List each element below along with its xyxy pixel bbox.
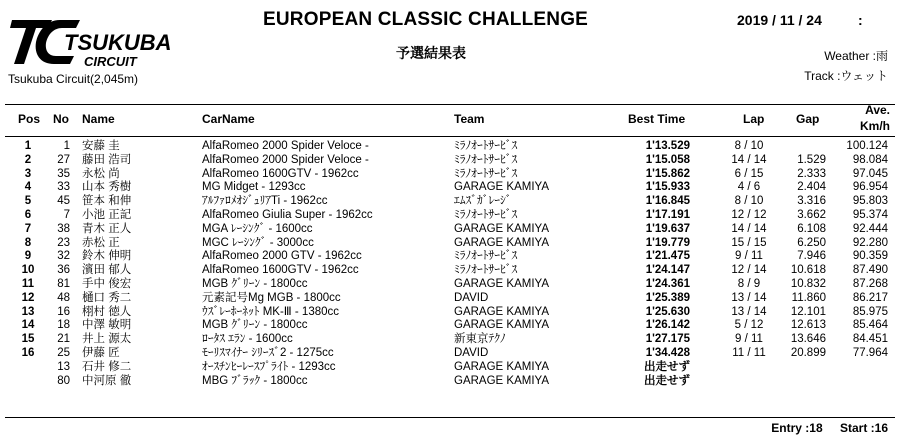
table-row: [0, 209, 900, 223]
table-row: [0, 223, 900, 237]
cell-name: 栩村 徳人: [82, 305, 132, 318]
cell-no: 27: [57, 153, 70, 166]
table-row: [0, 250, 900, 264]
cell-best-time: 1'24.361: [645, 277, 690, 290]
cell-name: 手中 俊宏: [82, 277, 132, 290]
cell-best-time: 1'26.142: [645, 319, 690, 332]
cell-gap: 1.529: [797, 153, 826, 166]
cell-gap: 2.404: [797, 181, 826, 194]
cell-name: 樋口 秀二: [82, 291, 132, 304]
cell-name: 赤松 正: [82, 236, 120, 249]
track-condition-label: Track :ウェット: [804, 69, 888, 83]
cell-car: AlfaRomeo 1600GTV - 1962cc: [202, 264, 359, 277]
page-title: EUROPEAN CLASSIC CHALLENGE: [263, 9, 589, 30]
cell-best-time: 1'19.779: [645, 236, 690, 249]
cell-team: ﾐﾗﾉｵｰﾄｻｰﾋﾞｽ: [454, 140, 518, 152]
cell-gap: 12.101: [790, 305, 826, 318]
col-header-lap: Lap: [743, 112, 765, 126]
col-header-car: CarName: [202, 112, 255, 126]
cell-car: MGC ﾚｰｼﾝｸﾞ - 3000cc: [202, 236, 314, 249]
cell-gap: 6.250: [797, 236, 826, 249]
cell-lap: 12 / 12: [731, 208, 767, 221]
cell-best-time: 1'13.529: [645, 140, 690, 152]
cell-team: GARAGE KAMIYA: [454, 305, 550, 318]
cell-ave: 95.374: [852, 208, 888, 221]
cell-pos: 10: [21, 264, 35, 277]
cell-no: 1: [63, 140, 70, 152]
results-table: [0, 140, 900, 388]
cell-ave: 92.280: [852, 236, 888, 249]
cell-gap: 2.333: [797, 167, 826, 180]
table-header-border: [5, 136, 895, 137]
table-row: [0, 347, 900, 361]
cell-best-time: 1'34.428: [645, 346, 690, 359]
cell-lap: 4 / 6: [737, 181, 761, 194]
cell-gap: 6.108: [797, 222, 826, 235]
cell-best-time: 1'25.389: [645, 291, 690, 304]
cell-name: 永松 尚: [82, 167, 120, 180]
cell-best-time: 1'16.845: [645, 195, 690, 208]
cell-team: GARAGE KAMIYA: [454, 374, 550, 387]
cell-pos: 3: [24, 167, 32, 180]
table-row: [0, 361, 900, 375]
cell-car: AlfaRomeo 2000 GTV - 1962cc: [202, 250, 362, 263]
cell-lap: 9 / 11: [735, 333, 763, 346]
table-row: [0, 375, 900, 389]
cell-team: GARAGE KAMIYA: [454, 181, 550, 194]
cell-best-time: 1'24.147: [645, 264, 690, 277]
cell-team: ﾐﾗﾉｵｰﾄｻｰﾋﾞｽ: [454, 208, 518, 221]
table-row: [0, 154, 900, 168]
cell-team: GARAGE KAMIYA: [454, 277, 550, 290]
cell-team: ﾐﾗﾉｵｰﾄｻｰﾋﾞｽ: [454, 153, 518, 166]
cell-best-time: 1'15.058: [645, 153, 690, 166]
cell-best-time: 1'25.630: [645, 305, 690, 318]
col-header-best-time: Best Time: [628, 112, 686, 126]
cell-lap: 14 / 14: [731, 153, 767, 166]
cell-name: 山本 秀樹: [82, 181, 132, 194]
circuit-name: Tsukuba Circuit(2,045m): [8, 72, 139, 86]
cell-gap: 12.613: [790, 319, 826, 332]
cell-lap: 11 / 11: [732, 346, 766, 359]
cell-pos: 4: [24, 181, 32, 194]
cell-best-time: 出走せず: [644, 374, 690, 387]
cell-car: AlfaRomeo 2000 Spider Veloce -: [202, 153, 369, 166]
cell-ave: 100.124: [846, 140, 888, 152]
cell-best-time: 出走せず: [644, 360, 690, 373]
cell-car: ｳｽﾞﾚｰﾎｰﾈｯﾄ MK-Ⅲ - 1380cc: [202, 305, 340, 318]
cell-ave: 92.444: [852, 222, 888, 235]
cell-ave: 90.359: [852, 250, 888, 263]
cell-no: 80: [57, 374, 70, 387]
cell-pos: 7: [24, 222, 32, 235]
table-row: [0, 264, 900, 278]
cell-ave: 97.045: [852, 167, 888, 180]
cell-name: 笹本 和伸: [82, 195, 132, 208]
cell-no: 36: [57, 264, 70, 277]
cell-ave: 87.490: [852, 264, 888, 277]
table-row: [0, 333, 900, 347]
cell-name: 伊藤 匠: [82, 346, 120, 359]
table-row: [0, 140, 900, 154]
tc-logo-icon: [8, 14, 208, 70]
cell-team: GARAGE KAMIYA: [454, 319, 550, 332]
tsukuba-circuit-logo: [8, 14, 208, 70]
cell-no: 13: [57, 360, 70, 373]
cell-car: MBG ﾌﾞﾗｯｸ - 1800cc: [202, 374, 308, 387]
event-date: 2019 / 11 / 24: [737, 12, 822, 28]
col-header-ave-line1: Ave.: [865, 103, 890, 117]
cell-car: MGA ﾚｰｼﾝｸﾞ - 1600cc: [202, 222, 313, 235]
cell-pos: 8: [24, 236, 32, 249]
table-row: [0, 195, 900, 209]
cell-no: 33: [57, 181, 70, 194]
cell-gap: 3.662: [797, 208, 826, 221]
cell-lap: 13 / 14: [731, 305, 767, 318]
cell-team: GARAGE KAMIYA: [454, 236, 550, 249]
cell-no: 18: [57, 319, 70, 332]
cell-lap: 14 / 14: [731, 222, 767, 235]
cell-pos: 11: [21, 277, 35, 290]
cell-gap: 7.946: [797, 250, 826, 263]
cell-ave: 85.464: [852, 319, 888, 332]
cell-name: 安藤 圭: [82, 140, 120, 152]
cell-ave: 87.268: [852, 277, 888, 290]
col-header-pos: Pos: [18, 112, 41, 126]
cell-no: 23: [57, 236, 70, 249]
cell-team: ﾐﾗﾉｵｰﾄｻｰﾋﾞｽ: [454, 250, 518, 263]
cell-pos: 9: [24, 250, 32, 263]
cell-lap: 5 / 12: [734, 319, 764, 332]
cell-ave: 95.803: [852, 195, 888, 208]
table-row: [0, 319, 900, 333]
cell-gap: 10.832: [790, 277, 826, 290]
cell-pos: 15: [21, 333, 35, 346]
cell-car: MG Midget - 1293cc: [202, 181, 306, 194]
cell-name: 小池 正記: [82, 208, 132, 221]
cell-name: 井上 源太: [82, 333, 132, 346]
cell-team: ﾐﾗﾉｵｰﾄｻｰﾋﾞｽ: [454, 264, 518, 277]
cell-ave: 86.217: [852, 291, 888, 304]
col-header-team: Team: [454, 112, 485, 126]
cell-team: 新東京ﾃｸﾉ: [454, 333, 506, 346]
cell-ave: 96.954: [852, 181, 888, 194]
cell-best-time: 1'17.191: [645, 208, 690, 221]
col-header-name: Name: [82, 112, 115, 126]
cell-name: 青木 正人: [82, 222, 132, 235]
cell-best-time: 1'27.175: [645, 333, 690, 346]
cell-best-time: 1'19.637: [645, 222, 690, 235]
table-row: [0, 181, 900, 195]
cell-gap: 3.316: [797, 195, 826, 208]
cell-team: GARAGE KAMIYA: [454, 222, 550, 235]
col-header-ave-line2: Km/h: [860, 119, 890, 133]
cell-lap: 9 / 11: [735, 250, 763, 263]
cell-team: DAVID: [454, 346, 489, 359]
cell-no: 16: [57, 305, 70, 318]
table-row: [0, 278, 900, 292]
table-row: [0, 292, 900, 306]
cell-car: AlfaRomeo 2000 Spider Veloce -: [202, 140, 369, 152]
cell-pos: 16: [21, 346, 35, 359]
cell-name: 鈴木 伸明: [82, 250, 132, 263]
cell-car: MGB ｸﾞﾘｰﾝ - 1800cc: [202, 277, 308, 290]
cell-no: 38: [57, 222, 70, 235]
cell-pos: 6: [24, 208, 32, 221]
cell-name: 中澤 敏明: [82, 319, 132, 332]
table-row: [0, 168, 900, 182]
cell-best-time: 1'21.475: [645, 250, 690, 263]
cell-best-time: 1'15.862: [645, 167, 690, 180]
cell-car: AlfaRomeo Giulia Super - 1962cc: [202, 208, 373, 221]
cell-team: ﾐﾗﾉｵｰﾄｻｰﾋﾞｽ: [454, 167, 518, 180]
cell-no: 45: [57, 195, 70, 208]
cell-gap: 11.860: [791, 291, 826, 304]
col-header-gap: Gap: [796, 112, 820, 126]
cell-ave: 77.964: [852, 346, 888, 359]
cell-lap: 15 / 15: [731, 236, 767, 249]
cell-car: MGB ｸﾞﾘｰﾝ - 1800cc: [202, 319, 308, 332]
logo-text: TSUKUBA: [64, 30, 172, 55]
table-row: [0, 237, 900, 251]
cell-pos: 13: [21, 305, 35, 318]
cell-car: ﾓｰﾘｽﾏｲﾅｰ ｼﾘｰｽﾞ2 - 1275cc: [202, 346, 334, 359]
cell-car: ﾛｰﾀｽ ｴﾗﾝ - 1600cc: [202, 333, 293, 346]
cell-pos: 2: [24, 153, 32, 166]
weather-label: Weather :雨: [824, 49, 888, 63]
table-bottom-border: [5, 417, 895, 418]
cell-pos: 5: [24, 195, 32, 208]
cell-name: 中河原 徹: [82, 374, 132, 387]
table-row: [0, 306, 900, 320]
cell-lap: 8 / 9: [737, 277, 761, 290]
col-header-ave: [840, 102, 890, 134]
cell-ave: 98.084: [852, 153, 888, 166]
col-header-no: No: [53, 112, 69, 126]
cell-no: 48: [57, 291, 70, 304]
cell-car: ｱﾙﾌｧﾛﾒｵｼﾞｭﾘｱTi - 1962cc: [202, 195, 328, 208]
cell-no: 32: [57, 250, 70, 263]
page-subtitle: 予選結果表: [396, 45, 466, 61]
cell-car: 元素記号Mg MGB - 1800cc: [202, 291, 341, 304]
cell-car: ｵｰｽﾁﾝﾋｰﾚｰｽﾌﾟﾗｲﾄ - 1293cc: [202, 360, 336, 373]
cell-no: 25: [57, 346, 70, 359]
table-top-border: [5, 104, 895, 105]
cell-team: ｴﾑｽﾞｶﾞﾚｰｼﾞ: [454, 195, 512, 208]
cell-lap: 12 / 14: [731, 264, 767, 277]
logo-sub-text: CIRCUIT: [84, 54, 137, 69]
cell-lap: 6 / 15: [734, 167, 764, 180]
cell-ave: 84.451: [852, 333, 888, 346]
cell-name: 藤田 浩司: [82, 153, 132, 166]
cell-no: 7: [63, 208, 70, 221]
cell-pos: 14: [21, 319, 35, 332]
time-placeholder: :: [858, 12, 863, 28]
start-count: Start :16: [839, 421, 888, 435]
cell-best-time: 1'15.933: [645, 181, 690, 194]
cell-no: 81: [57, 277, 70, 290]
cell-team: DAVID: [454, 291, 489, 304]
cell-gap: 20.899: [790, 346, 826, 359]
footer-summary: [757, 421, 888, 435]
cell-ave: 85.975: [852, 305, 888, 318]
cell-gap: 10.618: [790, 264, 826, 277]
cell-team: GARAGE KAMIYA: [454, 360, 550, 373]
cell-no: 35: [57, 167, 70, 180]
cell-gap: 13.646: [790, 333, 826, 346]
cell-car: AlfaRomeo 1600GTV - 1962cc: [202, 167, 359, 180]
cell-name: 濱田 郁人: [82, 264, 132, 277]
cell-name: 石井 修二: [82, 360, 132, 373]
cell-pos: 1: [24, 140, 32, 152]
cell-lap: 13 / 14: [731, 291, 767, 304]
cell-pos: 12: [21, 291, 35, 304]
cell-lap: 8 / 10: [734, 195, 764, 208]
cell-lap: 8 / 10: [734, 140, 764, 152]
entry-count: Entry :18: [771, 421, 823, 435]
cell-no: 21: [57, 333, 70, 346]
